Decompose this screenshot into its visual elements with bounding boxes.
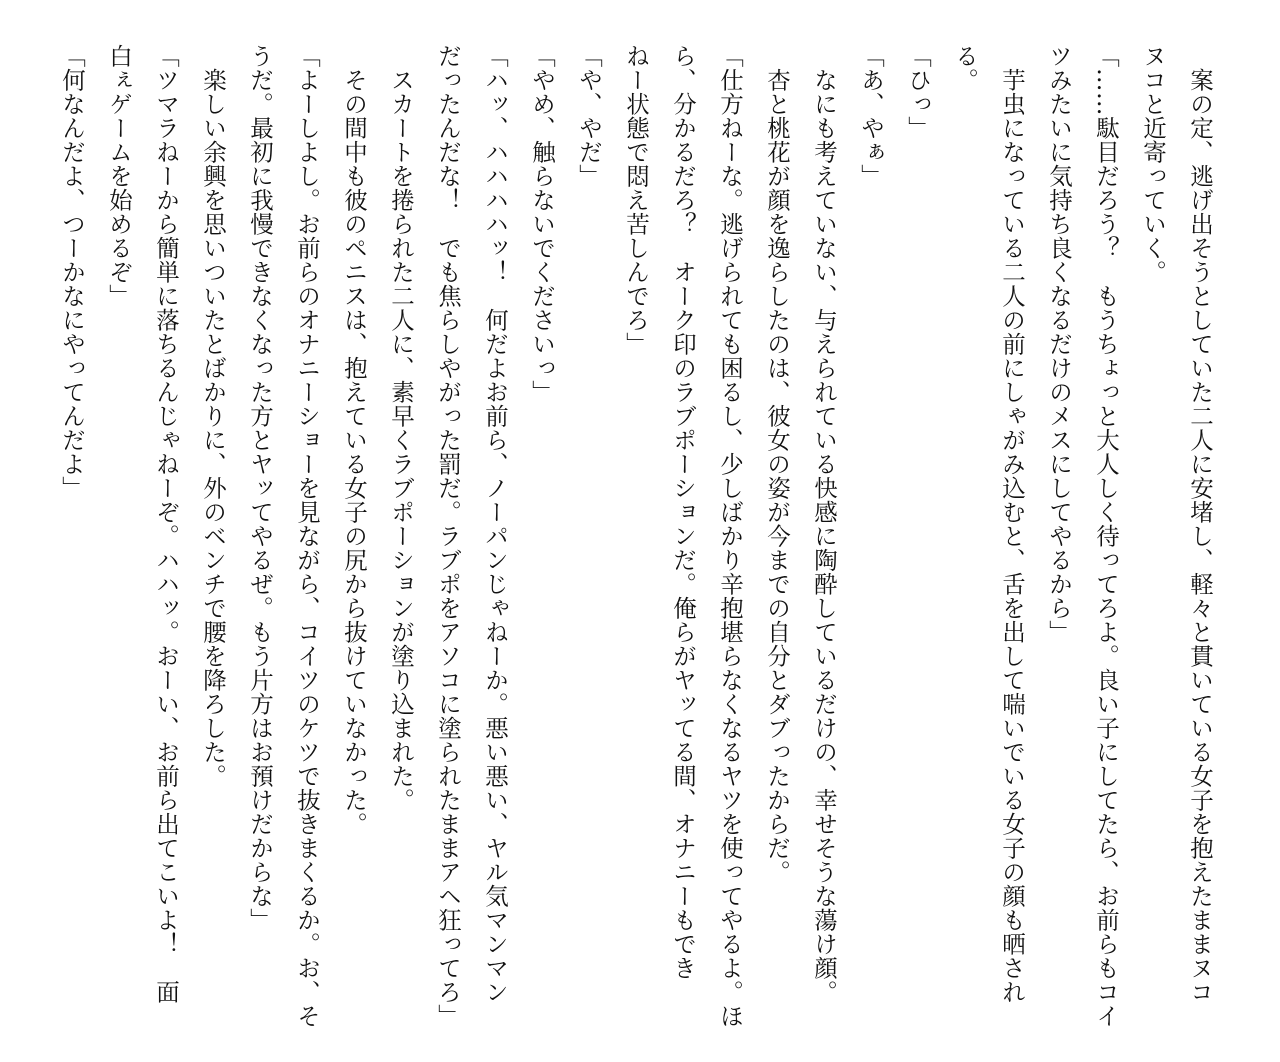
text-column: 楽しい余興を思いついたとばかりに、外のベンチで腰を降ろした。 [199, 44, 227, 788]
text-column: 「やめ、触らないでくださいっ」 [528, 44, 556, 404]
text-column: ら、分かるだろ？ オーク印のラブポーションだ。俺らがヤッてる間、オナニーもでき [669, 44, 697, 980]
text-column: 「ひっ」 [904, 44, 932, 140]
text-column: ツみたいに気持ち良くなるだけのメスにしてやるから」 [1045, 44, 1073, 644]
text-column: スカートを捲られた二人に、素早くラブポーションが塗り込まれた。 [387, 44, 415, 812]
text-column: 杏と桃花が顔を逸らしたのは、彼女の姿が今までの自分とダブったからだ。 [763, 44, 791, 884]
text-column: ヌコと近寄っていく。 [1139, 44, 1167, 284]
text-column: 芋虫になっている二人の前にしゃがみ込むと、舌を出して喘いでいる女子の顔も晒され [998, 44, 1026, 1004]
text-column: 案の定、逃げ出そうとしていた二人に安堵し、軽々と貫いている女子を抱えたままヌコ [1186, 44, 1214, 1004]
vertical-text-page [48, 44, 1223, 1028]
text-column: ねー状態で悶え苦しんでろ」 [622, 44, 650, 356]
text-column: 「あ、やぁ」 [857, 44, 885, 188]
text-column: その間中も彼のペニスは、抱えている女子の尻から抜けていなかった。 [340, 44, 368, 836]
text-column: うだ。最初に我慢できなくなった方とヤッてやるぜ。もう片方はお預けだからな」 [246, 44, 274, 932]
text-column: だったんだな！ でも焦らしやがった罰だ。ラブポをアソコに塗られたままアヘ狂ってろ」 [434, 44, 462, 1028]
text-column: 「や、やだ」 [575, 44, 603, 188]
text-column: 「……駄目だろう？ もうちょっと大人しく待ってろよ。良い子にしてたら、お前らもコイ [1092, 44, 1120, 1028]
text-column: る。 [951, 44, 979, 92]
text-column: 「仕方ねーな。逃げられても困るし、少しばかり辛抱堪らなくなるヤツを使ってやるよ。ほ [716, 44, 744, 1028]
text-column: 「ハッ、ハハハハッ！ 何だよお前ら、ノーパンじゃねーか。悪い悪い、ヤル気マンマン [481, 44, 509, 1004]
text-column: 「よーしよし。お前らのオナニーショーを見ながら、コイツのケツで抜きまくるか。お、そ [293, 44, 321, 1028]
text-column: 白ぇゲームを始めるぞ」 [105, 44, 133, 308]
text-column: なにも考えていない、与えられている快感に陶酔しているだけの、幸せそうな蕩け顔。 [810, 44, 838, 1004]
text-column: 「ツマラねーから簡単に落ちるんじゃねーぞ。ハハッ。おーい、お前ら出てこいよ！ 面 [152, 44, 180, 1004]
text-column: 「何なんだよ、つーかなにやってんだよ」 [58, 44, 86, 500]
